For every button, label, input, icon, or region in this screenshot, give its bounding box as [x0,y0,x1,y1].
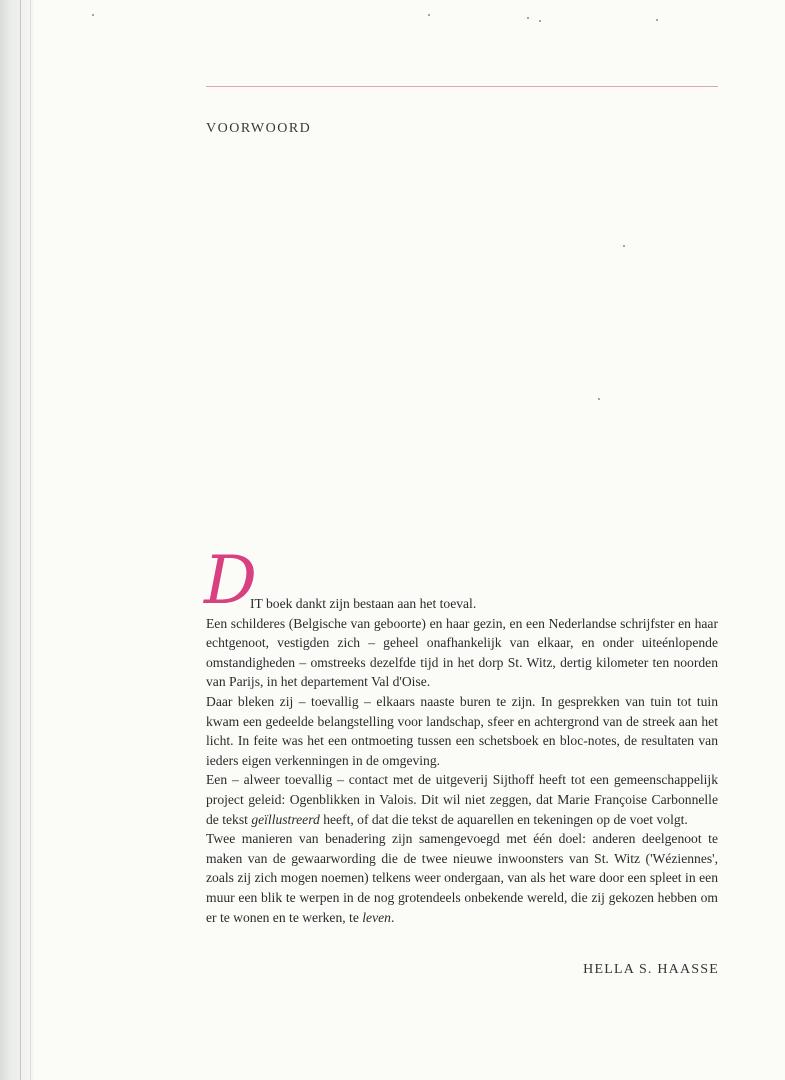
page-title: VOORWOORD [206,121,312,136]
paragraph [206,770,718,829]
paragraph: Een schilderes (Belgische van geboorte) en haar gezin, en een Nederlandse schrijfster en haar echtgenoot, vestigden zich – geheel onafhankelijk van elkaar, en onder uiteénlopende omstandigheden – omstreeks dezelfde tijd in het dorp St. Witz, dertig kilometer ten noorden van Parijs, in het departement Val d'Oise. [206,615,718,690]
paragraph [206,829,718,927]
page-spine-shadow [0,0,34,1080]
author-signature: HELLA S. HAASSE [583,962,719,977]
emphasis-text: geïllustreerd [251,811,320,827]
foreword-body [206,594,718,927]
paragraph: Daar bleken zij – toevallig – elkaars naaste buren te zijn. In gesprekken van tuin tot tuin kwam een gedeelde belangstelling voor landschap, sfeer en achtergrond van de streek aan het licht. In feite was het een ontmoeting tussen een schetsboek en bloc-notes, de resultaten van ieders eigen verkenningen in de omgeving. [206,693,718,768]
paper-speck [527,17,529,19]
first-line: IT boek dankt zijn bestaan aan het toeval. [250,596,477,611]
emphasis-text: leven [362,909,391,925]
binding-edge-line [20,0,21,1080]
paper-speck [598,398,600,400]
paper-speck [656,19,658,21]
paragraph-text: Twee manieren van benadering zijn samengevoegd met één doel: anderen deelgenoot te maken van de gewaarwording die de twee nieuwe inwoonsters van St. Witz ('Wéziennes', zoals zij zich mogen noemen) telkens weer ondergaan, van als het ware door een spleet in een muur een blik te werpen in de nog grotendeels onbekende wereld, die zij gekozen hebben om er te wonen en te werken, te [206,831,718,925]
paragraph-text: Een – alweer toevallig – contact met de uitgeverij Sijthoff heeft tot een gemeenschappelijk project geleid: Ogenblikken in Valois. Dit wil niet zeggen, dat Marie Françoise Carbonnelle de tekst [206,772,718,827]
paper-speck [539,20,541,22]
binding-edge-line [30,0,31,1080]
period-text: . [390,909,395,925]
paper-speck [428,14,430,16]
paragraph-text: heeft, of dat die tekst de aquarellen en tekeningen op de voet volgt. [323,811,688,827]
header-rule [206,86,718,87]
paper-speck [623,245,625,247]
paper-speck [92,14,94,16]
drop-cap: D [204,542,257,619]
